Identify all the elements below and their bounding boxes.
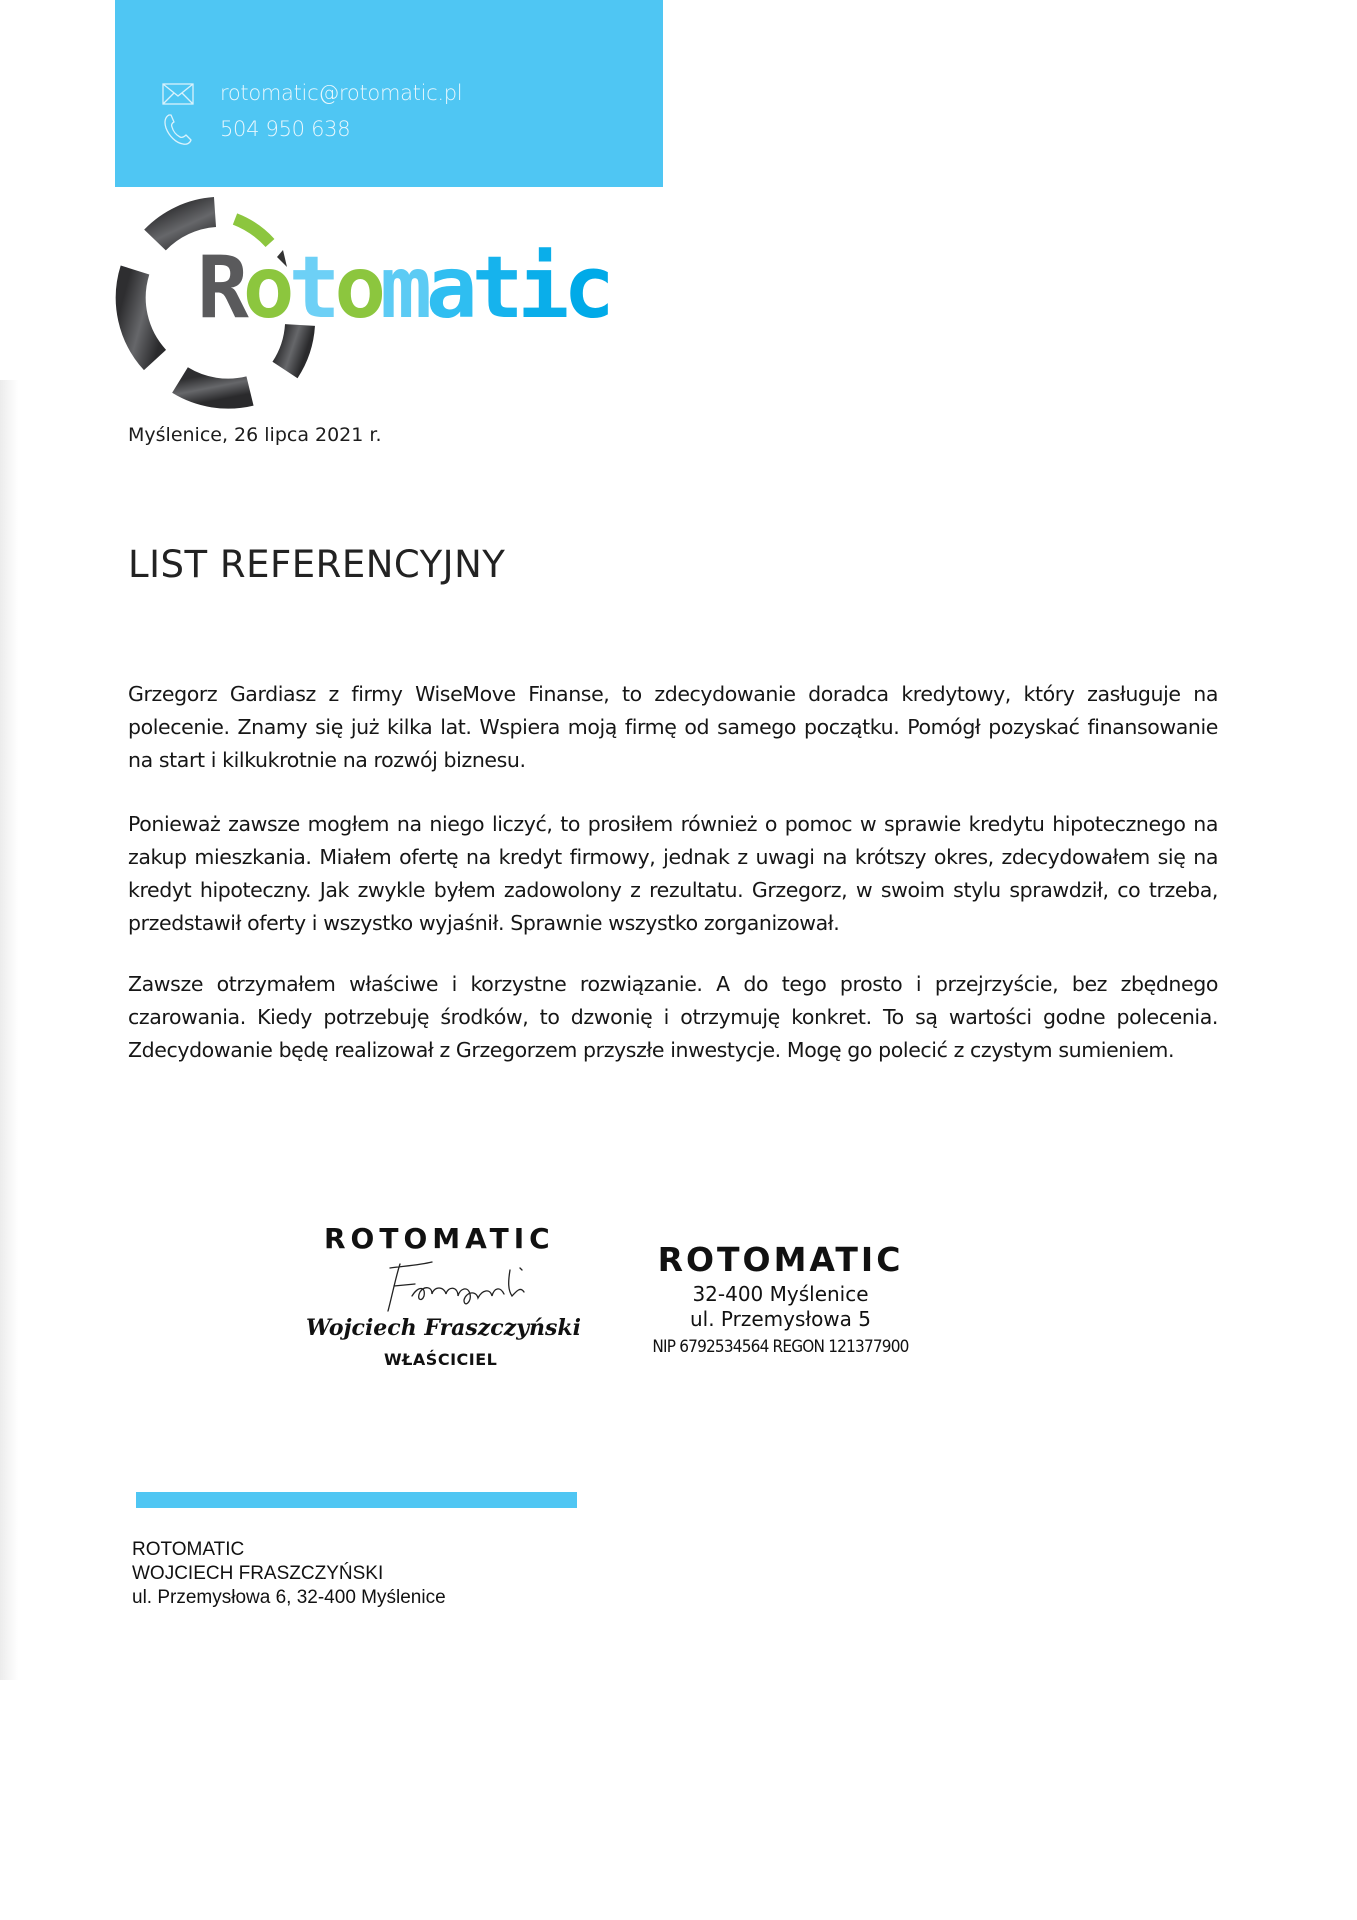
logo-letter: a bbox=[425, 238, 472, 338]
letter-title: LIST REFERENCYJNY bbox=[128, 543, 506, 586]
contact-email-row bbox=[160, 78, 462, 108]
contact-phone-row bbox=[160, 112, 350, 146]
stamp-company-name: ROTOMATIC bbox=[324, 1222, 555, 1255]
phone-link[interactable]: 504 950 638 bbox=[220, 117, 351, 141]
footer-owner: WOJCIECH FRASZCZYŃSKI bbox=[132, 1563, 384, 1584]
scan-edge-shadow bbox=[0, 380, 18, 1680]
stamp-tax-ids: NIP 6792534564 REGON 121377900 bbox=[652, 1337, 909, 1357]
rotomatic-logo bbox=[115, 195, 675, 410]
phone-icon bbox=[160, 112, 196, 146]
stamp-owner-name: Wojciech Fraszczyński bbox=[306, 1315, 581, 1341]
letter-date: Myślenice, 26 lipca 2021 r. bbox=[128, 424, 382, 446]
logo-letter: o bbox=[334, 238, 381, 338]
stamp-city: 32-400 Myślenice bbox=[692, 1282, 869, 1306]
paragraph-text: Zawsze otrzymałem właściwe i korzystne rozwiązanie. A do tego prosto i przejrzyście, bez zbędnego czarowania. Kiedy potrzebuję środków, to dzwonię i otrzymuję konkret. To są wartości godne polecenia. Zdecydowanie będę realizował z Grzegorzem przyszłe inwestycje. Mogę go polecić z czystym sumieniem. bbox=[128, 972, 1218, 1062]
logo-letter: o bbox=[242, 238, 289, 338]
logo-letter: c bbox=[563, 238, 610, 338]
logo-wordmark bbox=[197, 238, 610, 338]
company-stamp bbox=[628, 1238, 933, 1362]
stamp-street: ul. Przemysłowa 5 bbox=[689, 1307, 872, 1331]
logo-letter: R bbox=[197, 238, 243, 338]
footer-address bbox=[132, 1538, 446, 1610]
stamp-company-name: ROTOMATIC bbox=[657, 1240, 904, 1279]
paragraph-text: Grzegorz Gardiasz z firmy WiseMove Finanse, to zdecydowanie doradca kredytowy, który zasługuje na polecenie. Znamy się już kilka lat. Wspiera moją firmę od samego początku. Pomógł pozyskać finansowanie na start i kilkukrotnie na rozwój biznesu. bbox=[128, 682, 1218, 772]
letter-paragraph bbox=[128, 678, 1218, 777]
logo-letter: t bbox=[288, 238, 335, 338]
paragraph-text: Ponieważ zawsze mogłem na niego liczyć, to prosiłem również o pomoc w sprawie kredytu hipotecznego na zakup mieszkania. Miałem ofertę na kredyt firmowy, jednak z uwagi na krótszy okres, zdecydowałem się na kredyt hipoteczny. Jak zwykle byłem zadowolony z rezultatu. Grzegorz, w swoim stylu sprawdził, co trzeba, przedstawił oferty i wszystko wyjaśnił. Sprawnie wszystko zorganizował. bbox=[128, 812, 1218, 935]
logo-letter: i bbox=[517, 238, 564, 338]
email-link[interactable]: rotomatic@rotomatic.pl bbox=[220, 81, 463, 105]
logo-letter: t bbox=[471, 238, 518, 338]
handwritten-signature bbox=[360, 1256, 560, 1316]
logo-letter: m bbox=[380, 238, 426, 338]
footer-street: ul. Przemysłowa 6, 32-400 Myślenice bbox=[132, 1587, 446, 1608]
contact-header bbox=[115, 0, 663, 187]
signature-stamp bbox=[300, 1222, 581, 1382]
footer-company: ROTOMATIC bbox=[132, 1539, 245, 1560]
letter-paragraph bbox=[128, 808, 1218, 940]
letter-paragraph bbox=[128, 968, 1218, 1067]
stamp-owner-role: WŁAŚCICIEL bbox=[384, 1350, 498, 1369]
footer-accent-bar bbox=[136, 1492, 577, 1508]
envelope-icon bbox=[160, 78, 196, 108]
